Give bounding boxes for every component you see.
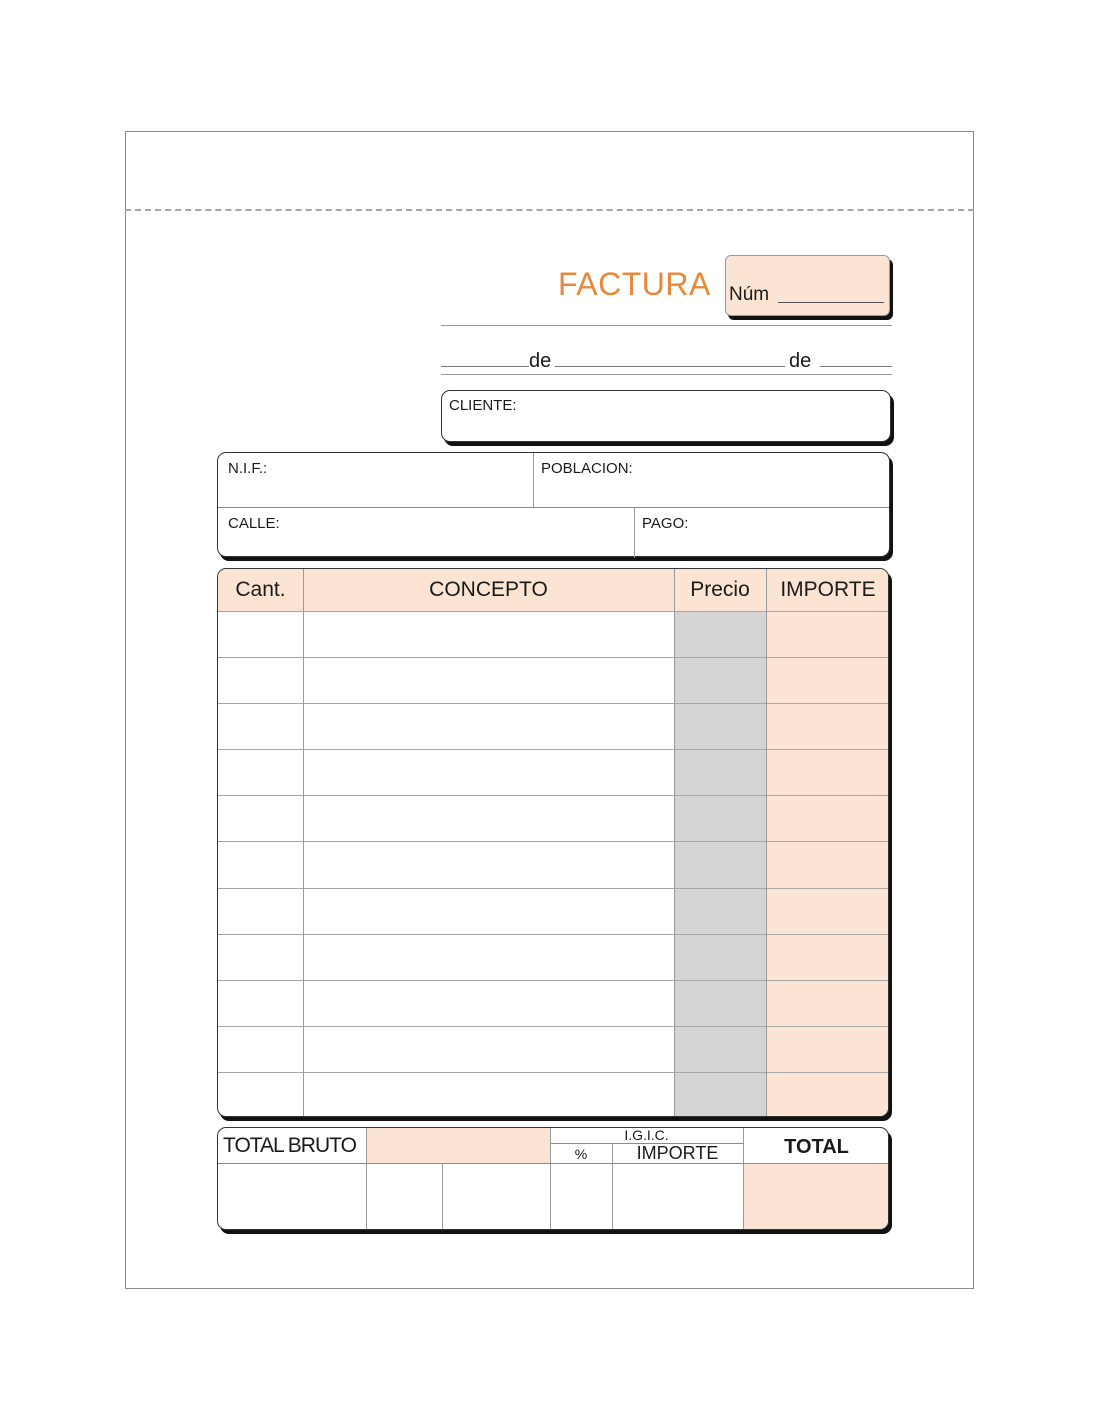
header-importe: IMPORTE bbox=[780, 578, 876, 601]
client-details-box bbox=[217, 452, 890, 557]
table-row[interactable] bbox=[218, 611, 888, 658]
table-row[interactable] bbox=[218, 795, 888, 842]
igic-importe-label: IMPORTE bbox=[636, 1143, 719, 1163]
bruto-header-shade bbox=[366, 1128, 550, 1163]
date-underline bbox=[441, 374, 892, 375]
totals-box bbox=[217, 1127, 889, 1230]
nif-label: N.I.F.: bbox=[228, 460, 268, 477]
concepto-divider bbox=[674, 569, 675, 1116]
date-de-2: de bbox=[789, 350, 812, 372]
table-row[interactable] bbox=[218, 657, 888, 704]
items-table bbox=[217, 568, 889, 1117]
cliente-label: CLIENTE: bbox=[449, 397, 517, 414]
table-row[interactable] bbox=[218, 934, 888, 981]
table-row[interactable] bbox=[218, 980, 888, 1027]
bruto-divider bbox=[366, 1128, 367, 1230]
total-label: TOTAL bbox=[784, 1136, 849, 1158]
pago-label: PAGO: bbox=[642, 515, 689, 532]
invoice-title: FACTURA bbox=[558, 266, 711, 302]
year-line[interactable] bbox=[820, 366, 892, 367]
perforation-line bbox=[125, 209, 974, 211]
total-value-shade bbox=[743, 1163, 889, 1230]
igic-left-divider bbox=[550, 1128, 551, 1230]
total-bruto-label: TOTAL BRUTO bbox=[223, 1134, 356, 1157]
invoice-number-line bbox=[778, 302, 884, 303]
header-precio: Precio bbox=[690, 578, 750, 601]
header-concepto: CONCEPTO bbox=[429, 578, 548, 601]
date-de-1: de bbox=[529, 350, 552, 372]
calle-divider bbox=[634, 507, 635, 558]
totals-header-divider bbox=[218, 1163, 888, 1164]
table-row[interactable] bbox=[218, 703, 888, 750]
precio-divider bbox=[766, 569, 767, 1116]
igic-label: I.G.I.C. bbox=[624, 1127, 669, 1143]
table-row[interactable] bbox=[218, 841, 888, 888]
cant-divider bbox=[303, 569, 304, 1116]
day-line[interactable] bbox=[441, 366, 529, 367]
calle-label: CALLE: bbox=[228, 515, 280, 532]
details-divider bbox=[218, 507, 889, 508]
month-line[interactable] bbox=[555, 366, 785, 367]
table-row[interactable] bbox=[218, 888, 888, 935]
percent-label: % bbox=[574, 1146, 588, 1162]
poblacion-label: POBLACION: bbox=[541, 460, 633, 477]
header-cant: Cant. bbox=[235, 578, 286, 601]
table-row[interactable] bbox=[218, 1026, 888, 1073]
table-row[interactable] bbox=[218, 749, 888, 796]
nif-divider bbox=[533, 453, 534, 507]
title-underline bbox=[441, 325, 892, 326]
table-row[interactable] bbox=[218, 1072, 888, 1117]
bruto-sub-divider bbox=[442, 1163, 443, 1230]
invoice-number-label: Núm bbox=[729, 284, 770, 305]
cliente-box[interactable] bbox=[441, 390, 891, 442]
